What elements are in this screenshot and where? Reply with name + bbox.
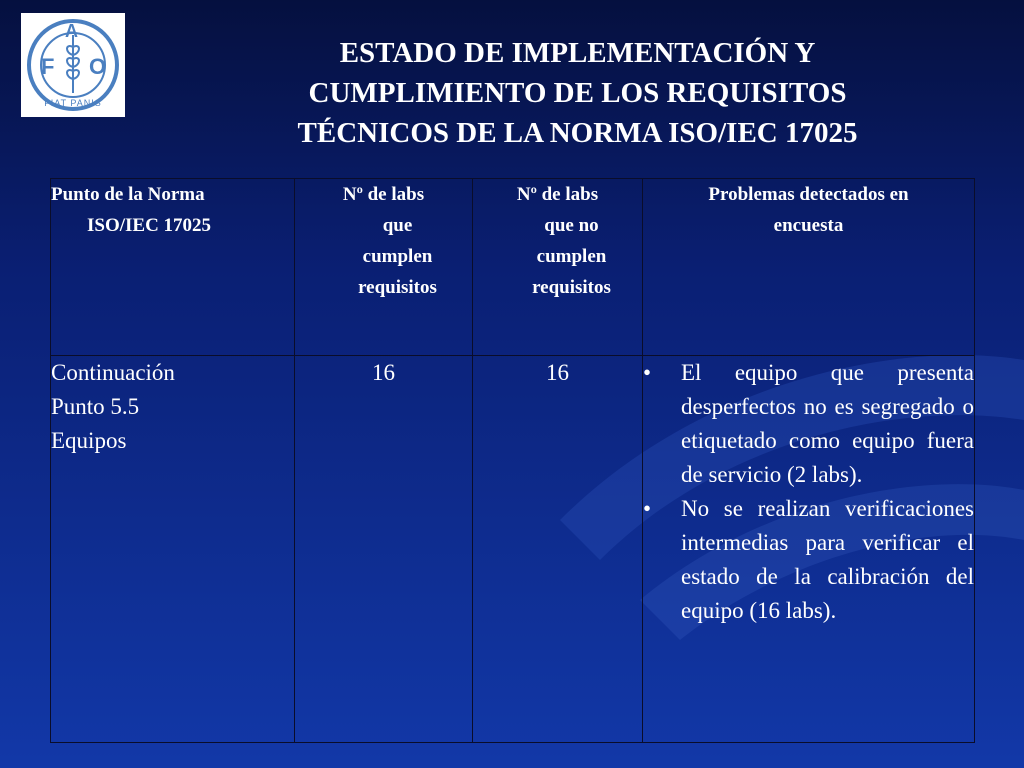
list-item [643,492,974,628]
punto-line-3: Equipos [51,428,127,453]
logo-motto: FIAT PANIS [44,98,102,108]
header-cumplen-line-2: que [382,215,413,236]
title-line-1: ESTADO DE IMPLEMENTACIÓN Y [339,37,816,69]
logo-letter-a: A [65,21,78,41]
bullet-icon: • [643,496,652,521]
cell-punto-norma [51,356,295,743]
header-no-cumplen [473,179,643,356]
header-cumplen-line-1: Nº de labs [342,184,425,205]
header-cumplen-line-3: cumplen [362,246,433,267]
title-line-2: CUMPLIMIENTO DE LOS REQUISITOS [308,77,847,109]
cell-no-cumplen: 16 [473,356,643,743]
header-no-cumplen-line-4: requisitos [532,277,611,298]
table-header-row [51,179,975,356]
punto-line-2: Punto 5.5 [51,394,140,419]
problem-text-1: El equipo que presenta desperfectos no es segregado o etiquetado como equipo fuera de servicio (2 labs). [681,360,974,487]
punto-line-1: Continuación [51,360,175,385]
fao-logo [21,13,125,117]
list-item [643,356,974,492]
header-punto-norma [51,179,295,356]
title-line-3: TÉCNICOS DE LA NORMA ISO/IEC 17025 [297,117,858,149]
table-row [51,356,975,743]
header-punto-line-2: ISO/IEC 17025 [87,215,212,236]
header-cumplen [295,179,473,356]
problem-text-2: No se realizan verificaciones intermedias para verificar el estado de la calibración del equipo (16 labs). [681,496,974,623]
problems-list [643,356,974,628]
header-problemas-line-2: encuesta [773,215,844,236]
header-problemas [643,179,975,356]
cell-cumplen: 16 [295,356,473,743]
slide-title [230,33,925,153]
header-punto-line-1: Punto de la Norma [51,184,205,205]
header-no-cumplen-line-2: que no [544,215,599,236]
header-cumplen-line-4: requisitos [358,277,437,298]
logo-letter-o: O [89,54,107,79]
cell-problemas [643,356,975,743]
bullet-icon: • [643,360,652,385]
logo-letter-f: F [41,54,55,79]
fao-emblem-icon [21,13,125,117]
header-problemas-line-1: Problemas detectados en [708,184,909,205]
header-no-cumplen-line-3: cumplen [536,246,607,267]
header-no-cumplen-line-1: Nº de labs [516,184,599,205]
requirements-table [50,178,975,743]
